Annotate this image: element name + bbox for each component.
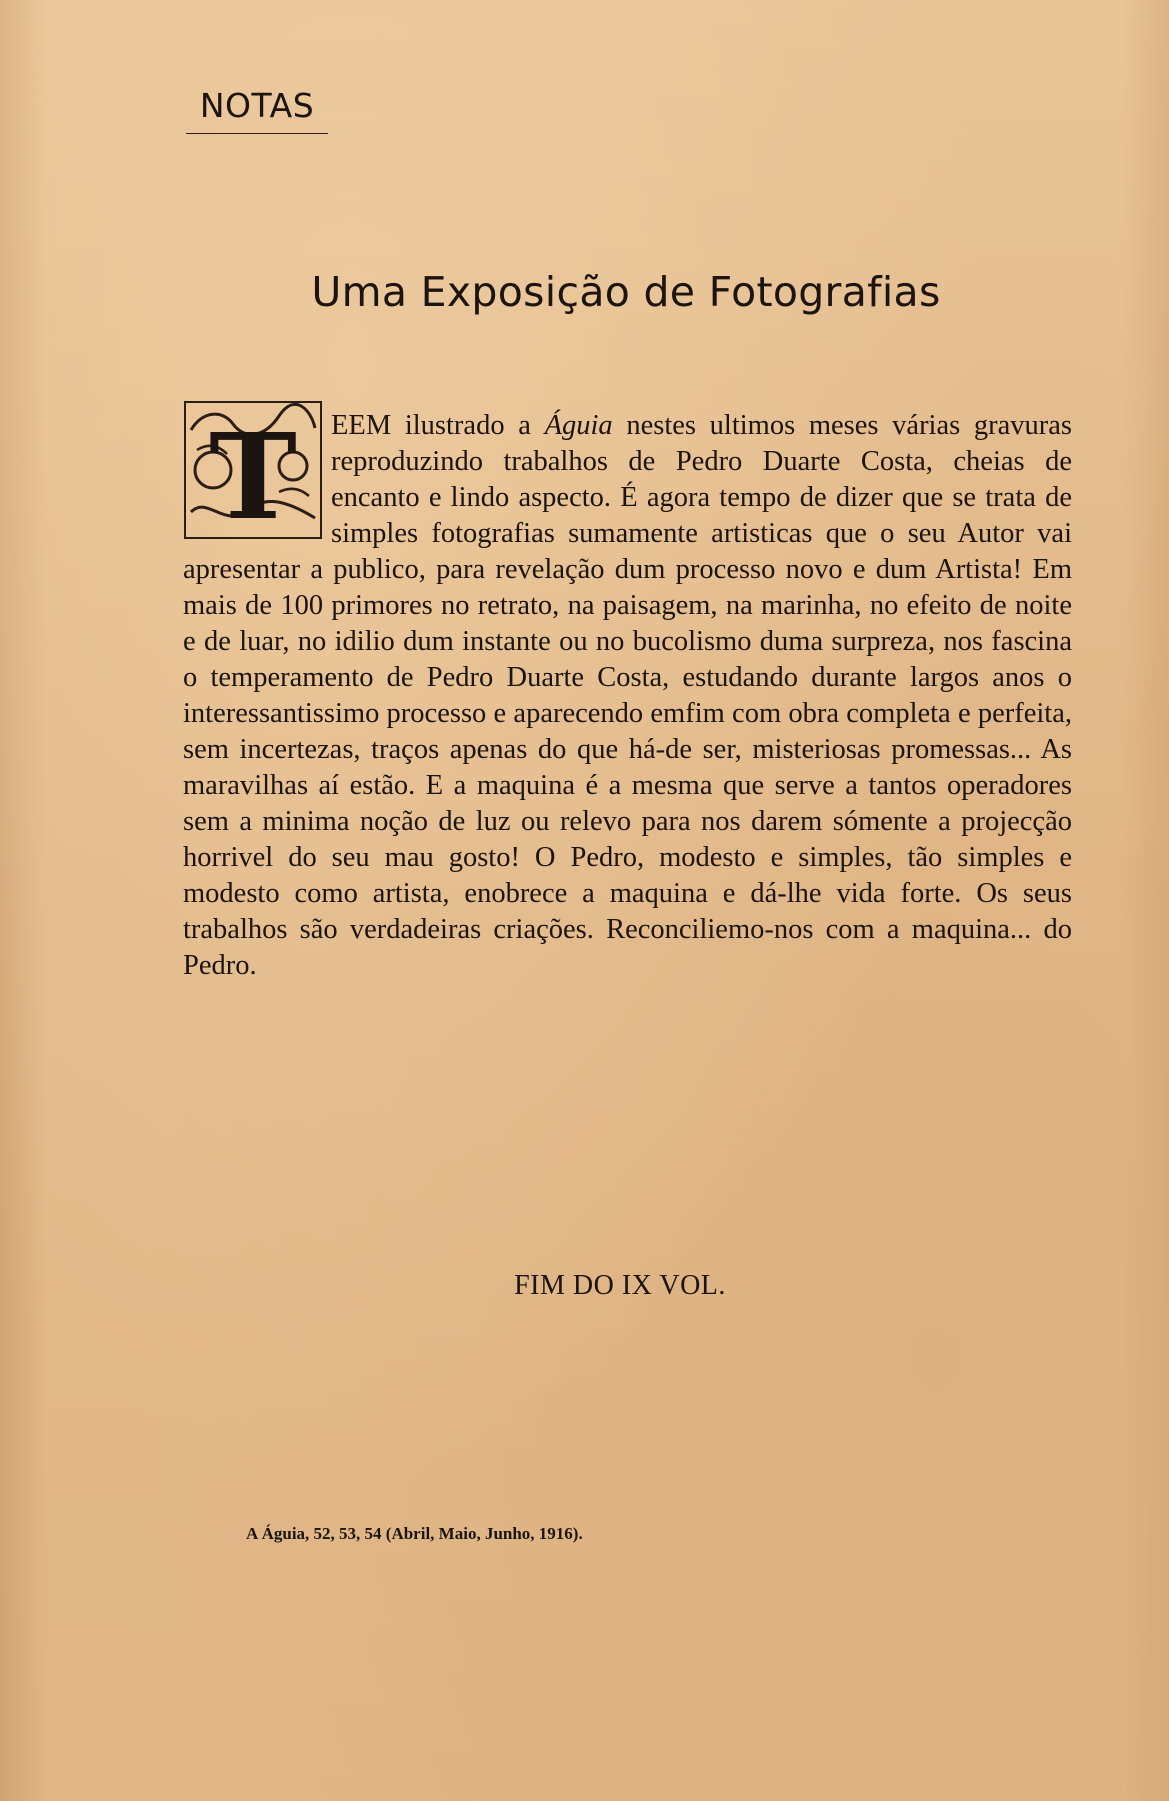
article-text: nestes ultimos meses várias gravuras reproduzindo trabalhos de Pedro Duarte Costa, cheias de encanto e lindo aspecto. É agora tempo de dizer que se trata de simples fotografias sumamente artisticas que o seu Autor vai apresentar a publico, para revelação dum processo novo e dum Artista! Em mais de 100 primores no retrato, na paisagem, na marinha, no efeito de noite e de luar, no idilio dum instante ou no bucolismo duma surpreza, nos fascina o temperamento de Pedro Duarte Costa, estudando durante largos anos o interessantissimo processo e aparecendo emfim com obra completa e perfeita, sem incertezas, traços apenas do que há-de ser, misteriosas promessas... As maravilhas aí estão. E a maquina é a mesma que serve a tantos operadores sem a minima noção de luz ou relevo para nos darem sómente a projecção horrivel do seu mau gosto! O Pedro, modesto e simples, tão simples e modesto como artista, enobrece a maquina e dá-lhe vida forte. Os seus trabalhos são verdadeiras criações. Reconciliemo-nos com a maquina... do Pedro. bbox=[183, 410, 1073, 981]
end-of-volume-note: FIM DO IX VOL. bbox=[514, 1270, 726, 1301]
article-title: Uma Exposição de Fotografias bbox=[311, 268, 941, 316]
article-body bbox=[183, 408, 1072, 984]
publication-name: Águia bbox=[544, 410, 613, 441]
source-citation: A Águia, 52, 53, 54 (Abril, Maio, Junho, 1916). bbox=[246, 1524, 583, 1543]
ornamental-initial-icon bbox=[183, 400, 323, 540]
section-heading: NOTAS bbox=[186, 86, 328, 134]
drop-cap-letter: T bbox=[209, 407, 297, 540]
article-lead: EEM ilustrado a bbox=[331, 410, 545, 441]
